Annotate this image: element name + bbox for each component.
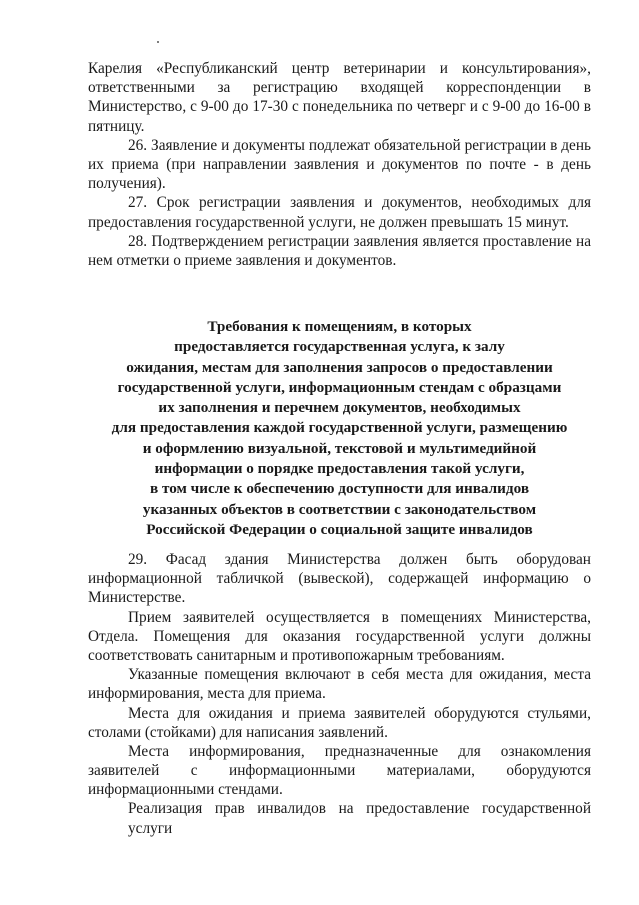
- text-line: 28. Подтверждением регистрации заявления является проставление на: [128, 232, 591, 250]
- text-line: нем отметки о приеме заявления и документов.: [88, 251, 397, 269]
- heading-line: для предоставления каждой государственной услуги, размещению: [111, 419, 568, 437]
- text-line: Места для ожидания и приема заявителей оборудуются стульями,: [128, 704, 591, 722]
- heading-line: государственной услуги, информационным стендам с образцами: [117, 378, 562, 396]
- heading-line: указанных объектов в соответствии с законодательством: [142, 500, 537, 518]
- text-line: пятницу.: [88, 117, 145, 135]
- text-line: Министерстве.: [88, 589, 186, 607]
- text-line: Карелия «Республиканский центр ветеринарии и консультирования»,: [88, 60, 591, 77]
- text-line: соответствовать санитарным и противопожарным требованиям.: [88, 646, 505, 664]
- text-line: Указанные помещения включают в себя места для ожидания, места: [128, 666, 591, 684]
- heading-line: Российской Федерации о социальной защите инвалидов: [146, 520, 533, 538]
- heading-line: Требования к помещениям, в которых: [207, 318, 472, 335]
- section-heading: [88, 317, 591, 540]
- paragraph-block-premises: [88, 550, 591, 837]
- text-line: информационными стендами.: [88, 781, 283, 799]
- heading-line: и оформлению визуальной, текстовой и мультимедийной: [142, 439, 537, 457]
- scan-speck: [157, 41, 159, 43]
- heading-line: информации о порядке предоставления такой услуги,: [154, 460, 525, 478]
- text-line: заявителей с информационными материалами, оборудуются: [88, 762, 591, 780]
- text-line: 26. Заявление и документы подлежат обязательной регистрации в день: [128, 136, 591, 154]
- text-line: 27. Срок регистрации заявления и документов, необходимых для: [128, 194, 591, 212]
- text-line: 29. Фасад здания Министерства должен быть оборудован: [128, 551, 591, 568]
- text-line: Места информирования, предназначенные для ознакомления: [128, 742, 591, 760]
- text-line: столами (стойками) для написания заявлений.: [88, 723, 388, 741]
- heading-line: ожидания, местам для заполнения запросов о предоставлении: [126, 358, 553, 376]
- text-line: Реализация прав инвалидов на предоставление государственной услуги: [128, 800, 591, 837]
- heading-line: в том числе к обеспечению доступности для инвалидов: [149, 480, 530, 498]
- text-line: получения).: [88, 175, 166, 193]
- text-line: Отдела. Помещения для оказания государственной услуги должны: [88, 627, 591, 645]
- text-line: информационной табличкой (вывеской), содержащей информацию о: [88, 570, 591, 588]
- paragraph-block-registration: [88, 59, 591, 270]
- text-line: предоставления государственной услуги, не должен превышать 15 минут.: [88, 213, 569, 231]
- heading-line: их заполнения и перечнем документов, необходимых: [158, 399, 521, 417]
- text-line: ответственными за регистрацию входящей корреспонденции в: [88, 79, 591, 97]
- heading-line: предоставляется государственная услуга, к залу: [174, 338, 505, 356]
- text-line: Министерство, с 9-00 до 17-30 с понедельника по четверг и с 9-00 до 16-00 в: [88, 98, 591, 116]
- text-line: информирования, места для приема.: [88, 685, 326, 703]
- text-line: их приема (при направлении заявления и документов по почте - в день: [88, 155, 591, 173]
- text-line: Прием заявителей осуществляется в помещениях Министерства,: [128, 608, 591, 626]
